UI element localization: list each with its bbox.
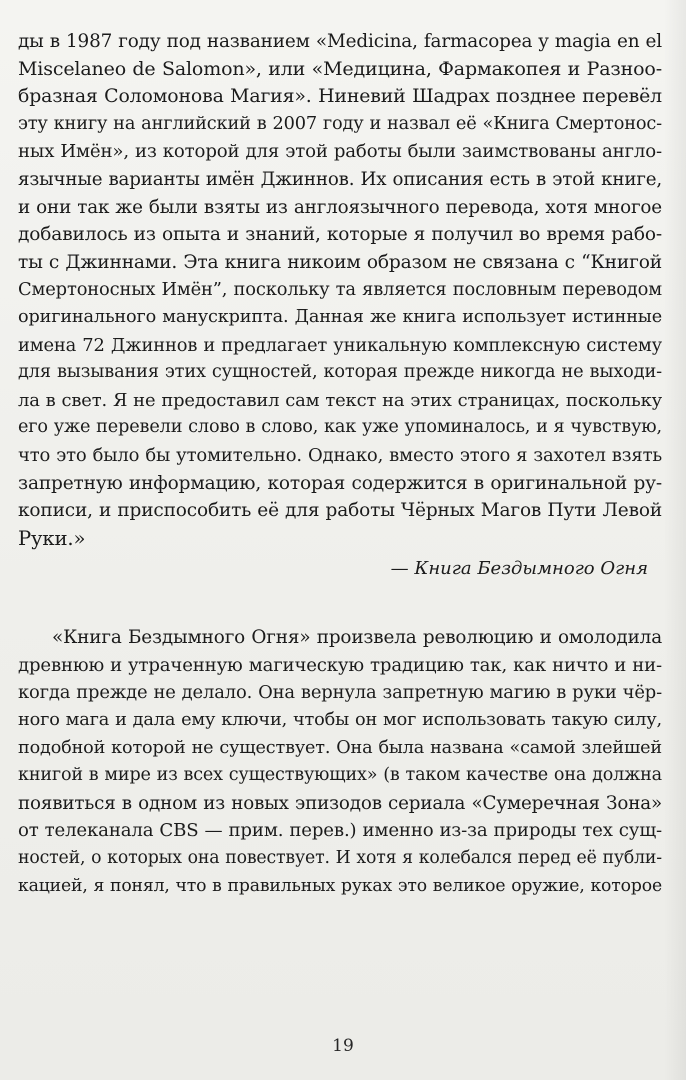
text-line: книгой в мире из всех существующих» (в таком качестве она должна (18, 765, 662, 786)
text-line: появиться в одном из новых эпизодов сериала «Сумеречная Зона» (18, 792, 662, 814)
text-line: «Книга Бездымного Огня» произвела революцию и омолодила (52, 627, 662, 649)
text-line: бразная Соломонова Магия». Ниневий Шадрах позднее перевёл (18, 85, 662, 108)
text-line: подобной которой не существует. Она была названа «самой злейшей (18, 737, 662, 758)
text-line: ностей, о которых она повествует. И хотя я колебался перед её публи- (18, 848, 662, 869)
text-line: Смертоносных Имён”, поскольку та является пословным переводом (18, 279, 662, 301)
text-line: язычные варианты имён Джиннов. Их описания есть в этой книге, (18, 168, 662, 190)
text-line: Руки.» (18, 526, 86, 550)
book-page (18, 28, 662, 900)
page-edge-shadow (664, 0, 686, 1080)
body-paragraph (18, 624, 662, 900)
text-line: что это было бы утомительно. Однако, вместо этого я захотел взять (18, 444, 662, 466)
text-line: когда прежде не делало. Она вернула запретную магию в руки чёр- (18, 682, 662, 704)
text-line: добавилось из опыта и знаний, которые я получил во время рабо- (18, 224, 662, 246)
quote-attribution: — Книга Бездымного Огня (390, 558, 648, 580)
text-line: ла в свет. Я не предоставил сам текст на этих страницах, поскольку (18, 389, 662, 411)
text-line: ты с Джиннами. Эта книга никоим образом не связана с “Книгой (18, 251, 662, 273)
text-line: ных Имён», из которой для этой работы были заимствованы англо- (18, 141, 662, 163)
page-number: 19 (332, 1036, 354, 1056)
text-line: ного мага и дала ему ключи, чтобы он мог использовать такую силу, (18, 710, 662, 731)
quoted-passage (18, 28, 662, 582)
text-line: и они так же были взяты из англоязычного перевода, хотя многое (18, 196, 662, 218)
text-line: ды в 1987 году под названием «Medicina, farmacopea y magia en el (18, 31, 662, 52)
text-line: кописи, и приспособить её для работы Чёрных Магов Пути Левой (18, 500, 662, 522)
section-gap (18, 582, 662, 624)
text-line: Miscelaneo de Salomon», или «Медицина, Фармакопея и Разноо- (18, 57, 662, 80)
text-line: для вызывания этих сущностей, которая прежде никогда не выходи- (18, 362, 662, 383)
quote-paragraph (18, 28, 662, 552)
text-line: оригинального манускрипта. Данная же книга использует истинные (18, 306, 662, 327)
text-line: кацией, я понял, что в правильных руках это великое оружие, которое (18, 875, 662, 896)
text-line: его уже перевели слово в слово, как уже упоминалось, и я чувствую, (18, 417, 662, 438)
text-line: от телеканала CBS — прим. перев.) именно из-за природы тех сущ- (18, 820, 662, 842)
text-line: запретную информацию, которая содержится в оригинальной ру- (18, 472, 662, 494)
text-line: эту книгу на английский в 2007 году и назвал её «Книга Смертонос- (18, 113, 662, 134)
text-line: древнюю и утраченную магическую традицию так, как ничто и ни- (18, 654, 662, 676)
text-line: имена 72 Джиннов и предлагает уникальную комплексную систему (18, 334, 662, 356)
